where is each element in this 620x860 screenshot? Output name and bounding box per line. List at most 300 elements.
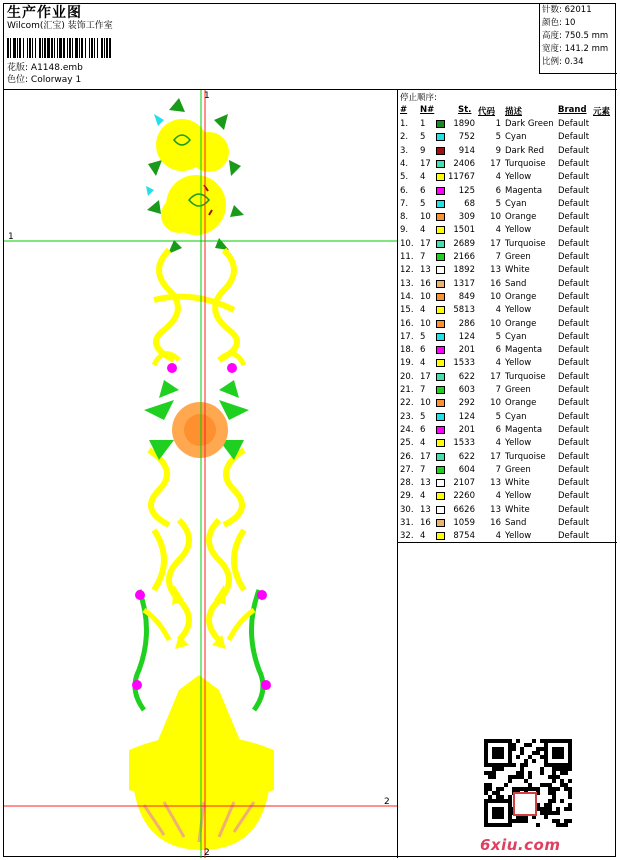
row-description: Orange	[505, 318, 537, 329]
row-code: 1	[495, 119, 501, 129]
embroidery-design-canvas[interactable]	[4, 90, 398, 858]
row-code: 17	[490, 451, 501, 462]
row-number: 4.	[400, 158, 409, 169]
row-brand: Default	[558, 371, 590, 382]
col-header-element: 元素	[593, 107, 611, 117]
row-number: 8.	[400, 212, 409, 223]
row-stitches: 603	[458, 385, 475, 395]
row-code: 5	[495, 411, 501, 422]
row-stitches: 1533	[453, 358, 475, 369]
row-stitches: 1533	[453, 438, 475, 449]
row-brand: Default	[558, 158, 590, 169]
row-stitches: 201	[458, 345, 475, 356]
row-code: 16	[490, 518, 501, 528]
row-brand: Default	[558, 424, 590, 435]
row-description: Cyan	[505, 331, 527, 342]
row-needle: 4	[420, 358, 426, 369]
row-description: Yellow	[505, 491, 532, 502]
row-brand: Default	[558, 518, 590, 528]
color-swatch	[436, 333, 445, 341]
row-needle: 6	[420, 424, 426, 435]
qr-code-icon	[484, 739, 572, 827]
row-description: Dark Red	[505, 145, 545, 156]
table-row	[398, 158, 617, 171]
sheet-header	[4, 4, 617, 90]
table-row	[398, 437, 617, 450]
row-description: Yellow	[505, 358, 532, 369]
row-brand: Default	[558, 145, 590, 156]
col-header-num: #	[400, 105, 408, 115]
row-number: 3.	[400, 145, 409, 156]
row-brand: Default	[558, 172, 590, 183]
row-stitches: 604	[458, 464, 475, 475]
row-code: 4	[495, 491, 501, 502]
spec-width	[542, 43, 617, 56]
row-description: Turquoise	[505, 238, 546, 249]
row-number: 7.	[400, 198, 409, 209]
row-code: 4	[495, 305, 501, 316]
row-code: 4	[495, 438, 501, 449]
spec-value: 62011	[564, 5, 592, 15]
col-header-brand: Brand	[558, 105, 587, 115]
color-swatch	[436, 173, 445, 181]
row-description: Yellow	[505, 305, 532, 316]
color-swatch	[436, 160, 445, 168]
row-needle: 13	[420, 504, 431, 515]
color-swatch	[436, 346, 445, 354]
row-number: 14.	[400, 291, 414, 302]
row-needle: 10	[420, 318, 431, 329]
row-code: 6	[495, 424, 501, 435]
row-number: 1.	[400, 119, 409, 129]
row-stitches: 2260	[453, 491, 475, 502]
stop-sequence-table	[398, 90, 617, 543]
color-swatch	[436, 266, 445, 274]
guide-lines	[4, 90, 398, 858]
color-swatch	[436, 120, 445, 128]
row-number: 29.	[400, 491, 414, 502]
table-row	[398, 264, 617, 277]
row-description: Cyan	[505, 132, 527, 143]
row-brand: Default	[558, 305, 590, 316]
spec-value: 0.34	[564, 57, 584, 67]
row-brand: Default	[558, 225, 590, 236]
row-needle: 9	[420, 145, 426, 156]
color-swatch	[436, 373, 445, 381]
row-stitches: 8754	[453, 531, 475, 542]
row-description: Green	[505, 385, 531, 395]
pattern-label: 花版:	[7, 63, 29, 73]
spec-label: 高度:	[542, 31, 562, 41]
row-stitches: 11767	[447, 172, 475, 183]
pattern-line	[7, 62, 83, 74]
row-needle: 4	[420, 305, 426, 316]
row-brand: Default	[558, 358, 590, 369]
row-description: White	[505, 504, 530, 515]
table-row	[398, 424, 617, 437]
row-description: Turquoise	[505, 371, 546, 382]
spec-label: 比例:	[542, 57, 562, 67]
row-needle: 5	[420, 198, 426, 209]
table-row	[398, 171, 617, 184]
row-stitches: 1501	[453, 225, 475, 236]
table-row	[398, 530, 617, 543]
row-stitches: 1059	[453, 518, 475, 528]
barcode-icon	[7, 38, 111, 58]
guide-label-v1: 1	[204, 91, 210, 101]
table-row	[398, 504, 617, 517]
color-swatch	[436, 426, 445, 434]
color-swatch	[436, 320, 445, 328]
color-swatch	[436, 439, 445, 447]
guide-label-h1: 1	[8, 232, 14, 242]
row-brand: Default	[558, 238, 590, 249]
table-row	[398, 451, 617, 464]
row-number: 25.	[400, 438, 414, 449]
row-number: 28.	[400, 478, 414, 489]
row-needle: 7	[420, 252, 426, 262]
row-stitches: 752	[458, 132, 475, 143]
row-needle: 4	[420, 491, 426, 502]
row-description: Orange	[505, 398, 537, 409]
row-brand: Default	[558, 411, 590, 422]
row-code: 6	[495, 345, 501, 356]
color-swatch	[436, 133, 445, 141]
row-needle: 16	[420, 518, 431, 528]
row-brand: Default	[558, 504, 590, 515]
row-stitches: 286	[458, 318, 475, 329]
row-code: 13	[490, 478, 501, 489]
row-stitches: 1890	[453, 119, 475, 129]
row-code: 5	[495, 331, 501, 342]
row-description: Magenta	[505, 424, 543, 435]
row-brand: Default	[558, 265, 590, 276]
row-brand: Default	[558, 464, 590, 475]
row-needle: 5	[420, 411, 426, 422]
row-description: Yellow	[505, 172, 532, 183]
row-code: 5	[495, 198, 501, 209]
row-brand: Default	[558, 119, 590, 129]
row-description: Turquoise	[505, 451, 546, 462]
row-stitches: 622	[458, 451, 475, 462]
row-needle: 10	[420, 291, 431, 302]
row-code: 17	[490, 371, 501, 382]
row-code: 17	[490, 158, 501, 169]
spec-panel	[539, 4, 617, 74]
row-code: 4	[495, 358, 501, 369]
row-code: 13	[490, 265, 501, 276]
row-number: 21.	[400, 385, 414, 395]
embroidery-artwork	[4, 90, 398, 858]
row-needle: 13	[420, 478, 431, 489]
table-row	[398, 411, 617, 424]
row-description: Orange	[505, 212, 537, 223]
row-number: 15.	[400, 305, 414, 316]
color-swatch	[436, 413, 445, 421]
row-number: 24.	[400, 424, 414, 435]
row-code: 10	[490, 291, 501, 302]
row-description: White	[505, 478, 530, 489]
row-code: 7	[495, 464, 501, 475]
row-number: 32.	[400, 531, 414, 542]
table-row	[398, 371, 617, 384]
row-stitches: 2406	[453, 158, 475, 169]
row-brand: Default	[558, 478, 590, 489]
color-swatch	[436, 479, 445, 487]
row-code: 17	[490, 238, 501, 249]
row-code: 6	[495, 185, 501, 196]
spec-value: 141.2 mm	[564, 44, 609, 54]
table-row	[398, 304, 617, 317]
row-brand: Default	[558, 345, 590, 356]
row-needle: 17	[420, 238, 431, 249]
row-code: 4	[495, 531, 501, 542]
row-brand: Default	[558, 531, 590, 542]
color-swatch	[436, 253, 445, 261]
row-brand: Default	[558, 291, 590, 302]
color-swatch	[436, 386, 445, 394]
spec-value: 750.5 mm	[564, 31, 609, 41]
row-needle: 7	[420, 385, 426, 395]
row-stitches: 914	[458, 145, 475, 156]
row-needle: 13	[420, 265, 431, 276]
table-row	[398, 517, 617, 530]
spec-value: 10	[564, 18, 576, 28]
row-needle: 4	[420, 438, 426, 449]
spec-colors	[542, 17, 617, 30]
table-row	[398, 344, 617, 357]
row-description: Yellow	[505, 225, 532, 236]
row-brand: Default	[558, 385, 590, 395]
row-brand: Default	[558, 278, 590, 289]
color-swatch	[436, 213, 445, 221]
guide-label-h2: 2	[384, 797, 390, 807]
table-row	[398, 198, 617, 211]
row-stitches: 1317	[453, 278, 475, 289]
studio-subtitle: Wilcom(汇宝) 装饰工作室	[7, 21, 113, 31]
row-needle: 4	[420, 531, 426, 542]
table-row	[398, 331, 617, 344]
row-number: 22.	[400, 398, 414, 409]
row-stitches: 124	[458, 331, 475, 342]
pattern-meta	[7, 62, 83, 86]
color-swatch	[436, 200, 445, 208]
row-stitches: 2689	[453, 238, 475, 249]
color-swatch	[436, 519, 445, 527]
row-description: Yellow	[505, 531, 532, 542]
color-swatch	[436, 492, 445, 500]
row-description: Turquoise	[505, 158, 546, 169]
row-number: 12.	[400, 265, 414, 276]
row-code: 10	[490, 398, 501, 409]
spec-label: 宽度:	[542, 44, 562, 54]
row-needle: 17	[420, 371, 431, 382]
row-number: 30.	[400, 504, 414, 515]
spec-stitches	[542, 4, 617, 17]
color-swatch	[436, 306, 445, 314]
row-code: 9	[495, 145, 501, 156]
row-stitches: 849	[458, 291, 475, 302]
row-number: 2.	[400, 132, 409, 143]
row-stitches: 125	[458, 185, 475, 196]
color-swatch	[436, 240, 445, 248]
row-stitches: 124	[458, 411, 475, 422]
table-row	[398, 118, 617, 131]
row-needle: 10	[420, 398, 431, 409]
row-brand: Default	[558, 212, 590, 223]
page-title: 生产作业图	[7, 5, 82, 21]
col-header-desc: 描述	[505, 107, 523, 117]
row-code: 4	[495, 172, 501, 183]
color-swatch	[436, 280, 445, 288]
row-needle: 1	[420, 119, 426, 129]
table-row	[398, 318, 617, 331]
row-number: 9.	[400, 225, 409, 236]
row-needle: 17	[420, 158, 431, 169]
row-needle: 4	[420, 225, 426, 236]
row-code: 4	[495, 225, 501, 236]
production-sheet	[3, 3, 616, 857]
table-row	[398, 211, 617, 224]
row-description: Orange	[505, 291, 537, 302]
color-swatch	[436, 293, 445, 301]
row-needle: 6	[420, 185, 426, 196]
row-stitches: 1892	[453, 265, 475, 276]
row-description: Dark Green	[505, 119, 554, 129]
row-needle: 4	[420, 172, 426, 183]
row-needle: 17	[420, 451, 431, 462]
row-number: 26.	[400, 451, 414, 462]
color-swatch	[436, 532, 445, 540]
row-description: Sand	[505, 278, 527, 289]
row-needle: 16	[420, 278, 431, 289]
header-info	[7, 5, 537, 32]
row-number: 13.	[400, 278, 414, 289]
color-swatch	[436, 187, 445, 195]
col-header-code: 代码	[478, 107, 496, 117]
table-row	[398, 490, 617, 503]
row-number: 20.	[400, 371, 414, 382]
row-number: 18.	[400, 345, 414, 356]
row-brand: Default	[558, 198, 590, 209]
row-brand: Default	[558, 331, 590, 342]
row-number: 27.	[400, 464, 414, 475]
row-brand: Default	[558, 491, 590, 502]
colorway-line	[7, 74, 83, 86]
row-number: 6.	[400, 185, 409, 196]
table-row	[398, 477, 617, 490]
table-row	[398, 357, 617, 370]
table-row	[398, 145, 617, 158]
top-rose-motif	[146, 98, 244, 254]
watermark-site: 6xiu.com	[480, 836, 561, 854]
row-brand: Default	[558, 132, 590, 143]
color-swatch	[436, 147, 445, 155]
row-number: 10.	[400, 238, 414, 249]
row-needle: 7	[420, 464, 426, 475]
colorway-value: Colorway 1	[30, 75, 82, 85]
table-row	[398, 278, 617, 291]
row-brand: Default	[558, 398, 590, 409]
row-number: 5.	[400, 172, 409, 183]
row-description: White	[505, 265, 530, 276]
row-code: 5	[495, 132, 501, 143]
color-swatch	[436, 506, 445, 514]
row-code: 16	[490, 278, 501, 289]
table-row	[398, 238, 617, 251]
central-peony-motif	[144, 354, 249, 460]
row-stitches: 2166	[453, 252, 475, 262]
row-stitches: 68	[464, 198, 475, 209]
row-needle: 10	[420, 212, 431, 223]
row-description: Cyan	[505, 411, 527, 422]
pattern-value: A1148.emb	[30, 63, 83, 73]
row-needle: 5	[420, 331, 426, 342]
table-row	[398, 464, 617, 477]
table-row	[398, 131, 617, 144]
row-stitches: 2107	[453, 478, 475, 489]
table-row	[398, 397, 617, 410]
color-swatch	[436, 359, 445, 367]
colorway-label: 色位:	[7, 75, 29, 85]
row-code: 7	[495, 252, 501, 262]
color-swatch	[436, 226, 445, 234]
row-brand: Default	[558, 438, 590, 449]
row-description: Green	[505, 252, 531, 262]
spec-label: 颜色:	[542, 18, 562, 28]
table-row	[398, 291, 617, 304]
row-needle: 5	[420, 132, 426, 143]
table-row	[398, 251, 617, 264]
color-swatch	[436, 453, 445, 461]
table-row	[398, 384, 617, 397]
color-swatch	[436, 399, 445, 407]
row-number: 23.	[400, 411, 414, 422]
row-stitches: 5813	[453, 305, 475, 316]
row-brand: Default	[558, 451, 590, 462]
row-brand: Default	[558, 252, 590, 262]
row-needle: 6	[420, 345, 426, 356]
row-brand: Default	[558, 185, 590, 196]
spec-scale	[542, 56, 617, 69]
spec-height	[542, 30, 617, 43]
row-stitches: 201	[458, 424, 475, 435]
row-stitches: 309	[458, 212, 475, 223]
row-description: Green	[505, 464, 531, 475]
row-description: Magenta	[505, 185, 543, 196]
row-code: 13	[490, 504, 501, 515]
row-description: Yellow	[505, 438, 532, 449]
spec-label: 针数:	[542, 5, 562, 15]
col-header-needle: N#	[420, 105, 435, 115]
row-brand: Default	[558, 318, 590, 329]
row-description: Magenta	[505, 345, 543, 356]
row-description: Cyan	[505, 198, 527, 209]
row-number: 17.	[400, 331, 414, 342]
color-swatch	[436, 466, 445, 474]
stop-sequence-title: 停止顺序:	[400, 93, 437, 103]
row-code: 7	[495, 385, 501, 395]
table-row	[398, 224, 617, 237]
row-number: 11.	[400, 252, 414, 262]
row-number: 31.	[400, 518, 414, 528]
row-number: 19.	[400, 358, 414, 369]
table-row	[398, 185, 617, 198]
row-description: Sand	[505, 518, 527, 528]
row-code: 10	[490, 318, 501, 329]
row-number: 16.	[400, 318, 414, 329]
row-stitches: 622	[458, 371, 475, 382]
